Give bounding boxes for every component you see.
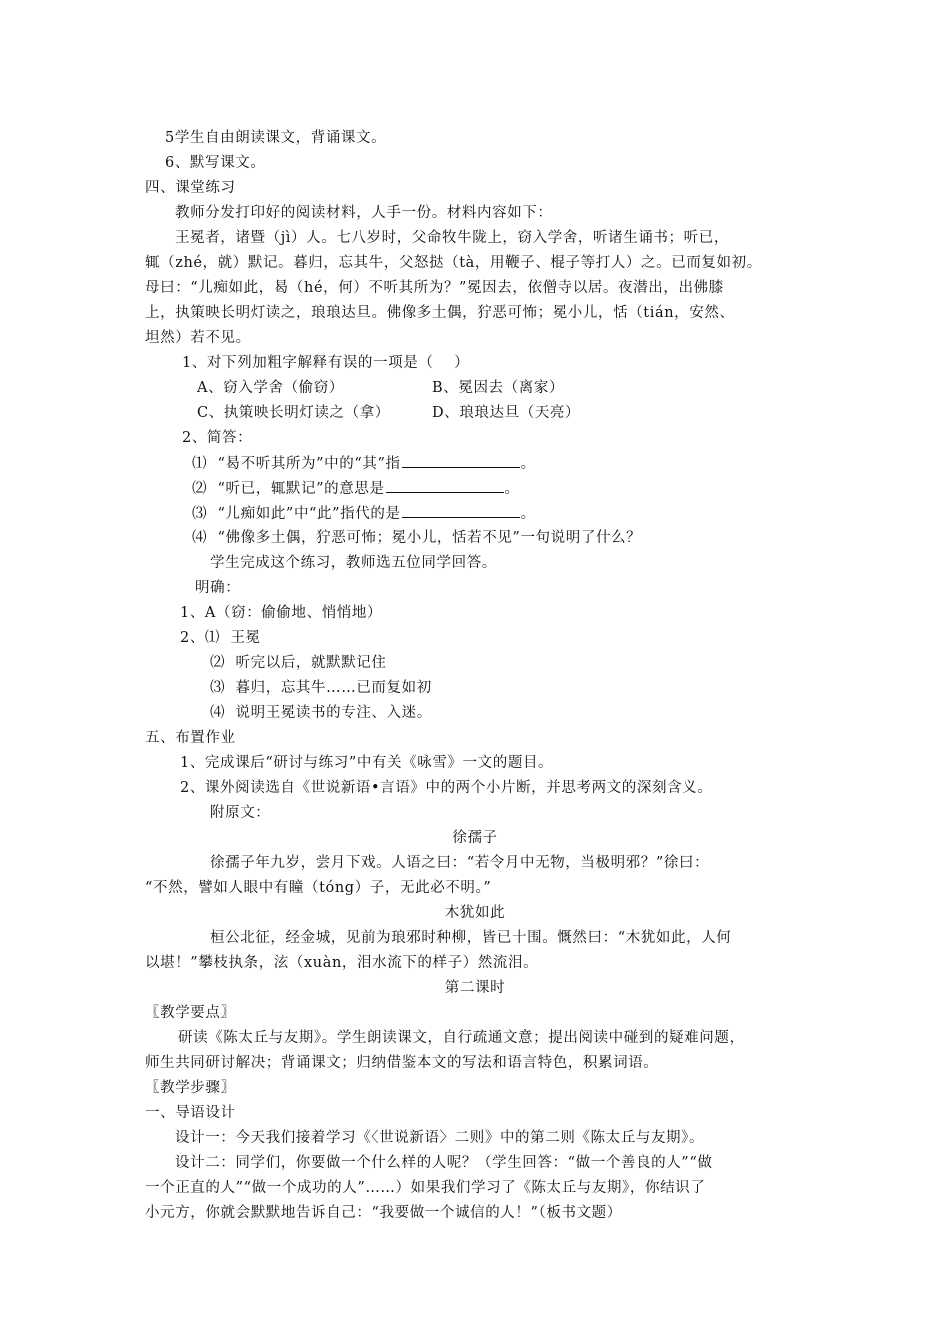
text-line: 辄（zhé，就）默记。暮归，忘其牛，父怒挞（tà，用鞭子、棍子等打人）之。已而复如初。 <box>145 255 762 271</box>
option-d: D、琅琅达旦（天亮） <box>432 405 581 421</box>
period: 。 <box>520 506 536 522</box>
option-b: B、冕因去（离家） <box>432 380 565 396</box>
option-c: C、执策映长明灯读之（拿） <box>197 405 390 421</box>
text-line: 桓公北征，经金城，见前为琅邪时种柳，皆已十围。慨然曰：“木犹如此，人何 <box>210 930 732 946</box>
text-line: 徐孺子年九岁，尝月下戏。人语之曰：“若令月中无物，当极明邪？”徐曰： <box>210 855 710 871</box>
text-line: 学生完成这个练习，教师选五位同学回答。 <box>210 555 497 571</box>
text-line: 上，执策映长明灯读之，琅琅达旦。佛像多土偶，狞恶可怖；冕小儿，恬（tián，安然、 <box>145 305 735 321</box>
text-line: 以堪！”攀枝执条，泫（xuàn，泪水流下的样子）然流泪。 <box>145 955 539 971</box>
answer-heading: 明确： <box>195 580 241 596</box>
prompt-text: ⑵ “听已，辄默记”的意思是 <box>192 481 385 497</box>
period: 。 <box>504 481 520 497</box>
text-line: 小元方，你就会默默地告诉自己：“我要做一个诚信的人！”（板书文题） <box>145 1205 622 1221</box>
text-line: “不然，譬如人眼中有瞳（tóng）子，无此必不明。” <box>145 880 492 896</box>
answer-line: ⑶ 暮归，忘其牛……已而复如初 <box>210 680 432 696</box>
text-line: 坦然）若不见。 <box>145 330 251 346</box>
section-heading: 一、导语设计 <box>145 1105 236 1121</box>
text-line: 教师分发打印好的阅读材料，人手一份。材料内容如下： <box>175 205 553 221</box>
answer-line: ⑷ 说明王冕读书的专注、入迷。 <box>210 705 432 721</box>
period: 。 <box>520 456 536 472</box>
text-line: 研读《陈太丘与友期》。学生朗读课文，自行疏通文意；提出阅读中碰到的疑难问题， <box>178 1030 745 1046</box>
section-heading: 〖教学步骤〗 <box>145 1080 236 1096</box>
question-line: 1、对下列加粗字解释有误的一项是（ ） <box>182 355 470 371</box>
question-line: 2、简答： <box>182 430 253 446</box>
answer-line: 1、A（窃：偷偷地、悄悄地） <box>180 605 383 621</box>
text-line: 一个正直的人”“做一个成功的人”……）如果我们学习了《陈太丘与友期》，你结识了 <box>145 1180 706 1196</box>
answer-blank <box>386 478 504 493</box>
answer-line: 2、⑴ 王冕 <box>180 630 261 646</box>
text-line: 附原文： <box>210 805 271 821</box>
section-heading: 四、课堂练习 <box>145 180 236 196</box>
prompt-text: ⑴ “曷不听其所为”中的“其”指 <box>192 456 401 472</box>
text-line: 5学生自由朗读课文，背诵课文。 <box>165 130 387 146</box>
option-a: A、窃入学舍（偷窃） <box>197 380 344 396</box>
short-answer-3 <box>192 503 536 524</box>
passage-title: 木犹如此 <box>444 905 506 921</box>
section-heading: 〖教学要点〗 <box>145 1005 236 1021</box>
short-answer-1 <box>192 453 536 474</box>
text-line: 6、默写课文。 <box>165 155 266 171</box>
text-line: 1、完成课后“研讨与练习”中有关《咏雪》一文的题目。 <box>180 755 554 771</box>
text-line: 师生共同研讨解决；背诵课文；归纳借鉴本文的写法和语言特色，积累词语。 <box>145 1055 659 1071</box>
prompt-text: ⑶ “儿痴如此”中“此”指代的是 <box>192 506 401 522</box>
text-line: 母曰：“儿痴如此，曷（hé，何）不听其所为？”冕因去，依僧寺以居。夜潜出，出佛膝 <box>145 280 724 296</box>
short-answer-4: ⑷ “佛像多土偶，狞恶可怖；冕小儿，恬若不见”一句说明了什么？ <box>192 530 642 546</box>
passage-title: 徐孺子 <box>452 830 498 846</box>
answer-line: ⑵ 听完以后，就默默记住 <box>210 655 387 671</box>
text-line: 设计二：同学们，你要做一个什么样的人呢？（学生回答：“做一个善良的人”“做 <box>175 1155 713 1171</box>
section-heading: 五、布置作业 <box>145 730 236 746</box>
short-answer-2 <box>192 478 520 499</box>
text-line: 2、课外阅读选自《世说新语•言语》中的两个小片断，并思考两文的深刻含义。 <box>180 780 713 796</box>
answer-blank <box>402 453 520 468</box>
text-line: 王冕者，诸暨（jì）人。七八岁时，父命牧牛陇上，窃入学舍，听诸生诵书；听已， <box>175 230 729 246</box>
lesson-title: 第二课时 <box>444 980 506 996</box>
text-line: 设计一：今天我们接着学习《〈世说新语〉二则》中的第二则《陈太丘与友期》。 <box>175 1130 705 1146</box>
answer-blank <box>402 503 520 518</box>
